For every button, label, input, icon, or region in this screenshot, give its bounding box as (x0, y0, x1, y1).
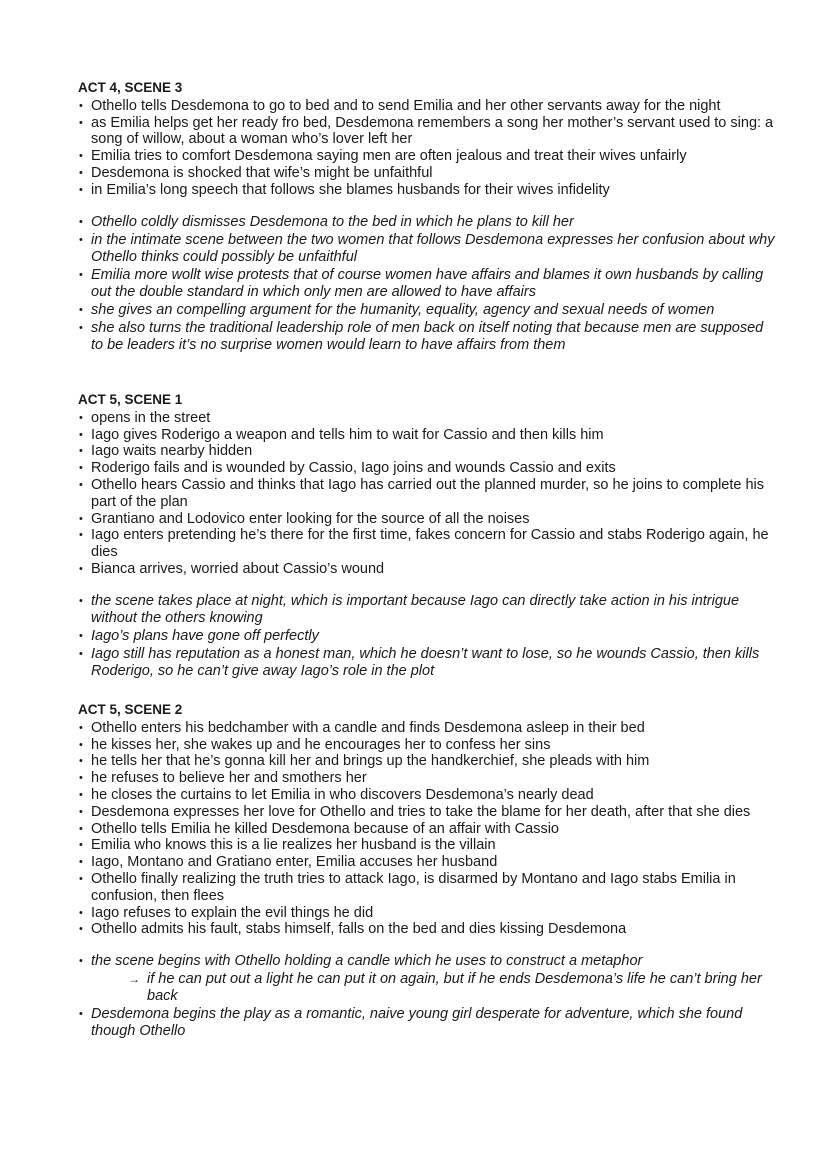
list-item: • she also turns the traditional leadership role of men back on itself noting that because men are supposed to be leaders it’s no surprise women would learn to have affairs from them (78, 320, 778, 354)
list-item: • he tells her that he’s gonna kill her and brings up the handkerchief, she pleads with him (78, 753, 778, 770)
act4-scene3-section (78, 80, 778, 355)
list-item: • Iago enters pretending he’s there for the first time, fakes concern for Cassio and stabs Roderigo again, he dies (78, 527, 778, 561)
list-item: • Othello finally realizing the truth tries to attack Iago, is disarmed by Montano and Iago stabs Emilia in confusion, then flees (78, 871, 778, 905)
list-item: • in Emilia’s long speech that follows she blames husbands for their wives infidelity (78, 182, 778, 199)
analysis-list (78, 953, 778, 970)
list-item: • he refuses to believe her and smothers her (78, 770, 778, 787)
section-heading: ACT 5, SCENE 1 (78, 392, 183, 407)
list-item: • Othello coldly dismisses Desdemona to the bed in which he plans to kill her (78, 214, 778, 231)
sub-note-text: if he can put out a light he can put it on again, but if he ends Desdemona’s life he can’t bring her back (147, 971, 762, 1005)
analysis-list (78, 593, 778, 680)
list-item: • Roderigo fails and is wounded by Cassio, Iago joins and wounds Cassio and exits (78, 460, 778, 477)
list-item: • Bianca arrives, worried about Cassio’s wound (78, 561, 778, 578)
list-item: • Grantiano and Lodovico enter looking for the source of all the noises (78, 511, 778, 528)
analysis-list (78, 214, 778, 354)
list-item: • Desdemona expresses her love for Othello and tries to take the blame for her death, after that she dies (78, 804, 778, 821)
list-item: • Othello hears Cassio and thinks that Iago has carried out the planned murder, so he joins to complete his part of the plan (78, 477, 778, 511)
right-arrow-icon: → (128, 972, 140, 987)
list-item: • Iago still has reputation as a honest man, which he doesn’t want to lose, so he wounds Cassio, then kills Roderigo, so he can’t give away Iago’s role in the plot (78, 646, 778, 680)
events-list (78, 410, 778, 578)
list-item: • opens in the street (78, 410, 778, 427)
list-item: • Desdemona begins the play as a romantic, naive young girl desperate for adventure, which she found though Othello (78, 1006, 778, 1040)
list-item: • Othello tells Emilia he killed Desdemona because of an affair with Cassio (78, 821, 778, 838)
list-item: • Iago gives Roderigo a weapon and tells him to wait for Cassio and then kills him (78, 427, 778, 444)
list-item: • Iago, Montano and Gratiano enter, Emilia accuses her husband (78, 854, 778, 871)
analysis-list (78, 1006, 778, 1040)
list-item: • Iago’s plans have gone off perfectly (78, 628, 778, 645)
list-item: • Emilia who knows this is a lie realizes her husband is the villain (78, 837, 778, 854)
list-item: • Desdemona is shocked that wife’s might be unfaithful (78, 165, 778, 182)
section-heading: ACT 4, SCENE 3 (78, 80, 183, 95)
list-item: • in the intimate scene between the two women that follows Desdemona expresses her confusion about why Othello thinks could possibly be unfaithful (78, 232, 778, 266)
list-item: • Othello enters his bedchamber with a candle and finds Desdemona asleep in their bed (78, 720, 778, 737)
list-item: • Emilia more wollt wise protests that of course women have affairs and blames it own husbands by calling out the double standard in which only men are allowed to have affairs (78, 267, 778, 301)
list-item: • the scene takes place at night, which is important because Iago can directly take action in his intrigue without the others knowing (78, 593, 778, 627)
sub-note (78, 971, 778, 1005)
list-item: • Iago refuses to explain the evil things he did (78, 905, 778, 922)
events-list (78, 98, 778, 199)
list-item: • Othello tells Desdemona to go to bed and to send Emilia and her other servants away for the night (78, 98, 778, 115)
act5-scene1-section (78, 392, 778, 681)
section-heading: ACT 5, SCENE 2 (78, 702, 183, 717)
list-item: • he closes the curtains to let Emilia in who discovers Desdemona’s nearly dead (78, 787, 778, 804)
list-item: • Othello admits his fault, stabs himself, falls on the bed and dies kissing Desdemona (78, 921, 778, 938)
list-item: • the scene begins with Othello holding a candle which he uses to construct a metaphor (78, 953, 778, 970)
list-item: • Emilia tries to comfort Desdemona saying men are often jealous and treat their wives unfairly (78, 148, 778, 165)
list-item: • she gives an compelling argument for the humanity, equality, agency and sexual needs of women (78, 302, 778, 319)
list-item: • as Emilia helps get her ready fro bed, Desdemona remembers a song her mother’s servant used to sing: a song of willow, about a woman who’s lover left her (78, 115, 778, 149)
act5-scene2-section (78, 702, 778, 1041)
list-item: • he kisses her, she wakes up and he encourages her to confess her sins (78, 737, 778, 754)
events-list (78, 720, 778, 938)
list-item: • Iago waits nearby hidden (78, 443, 778, 460)
